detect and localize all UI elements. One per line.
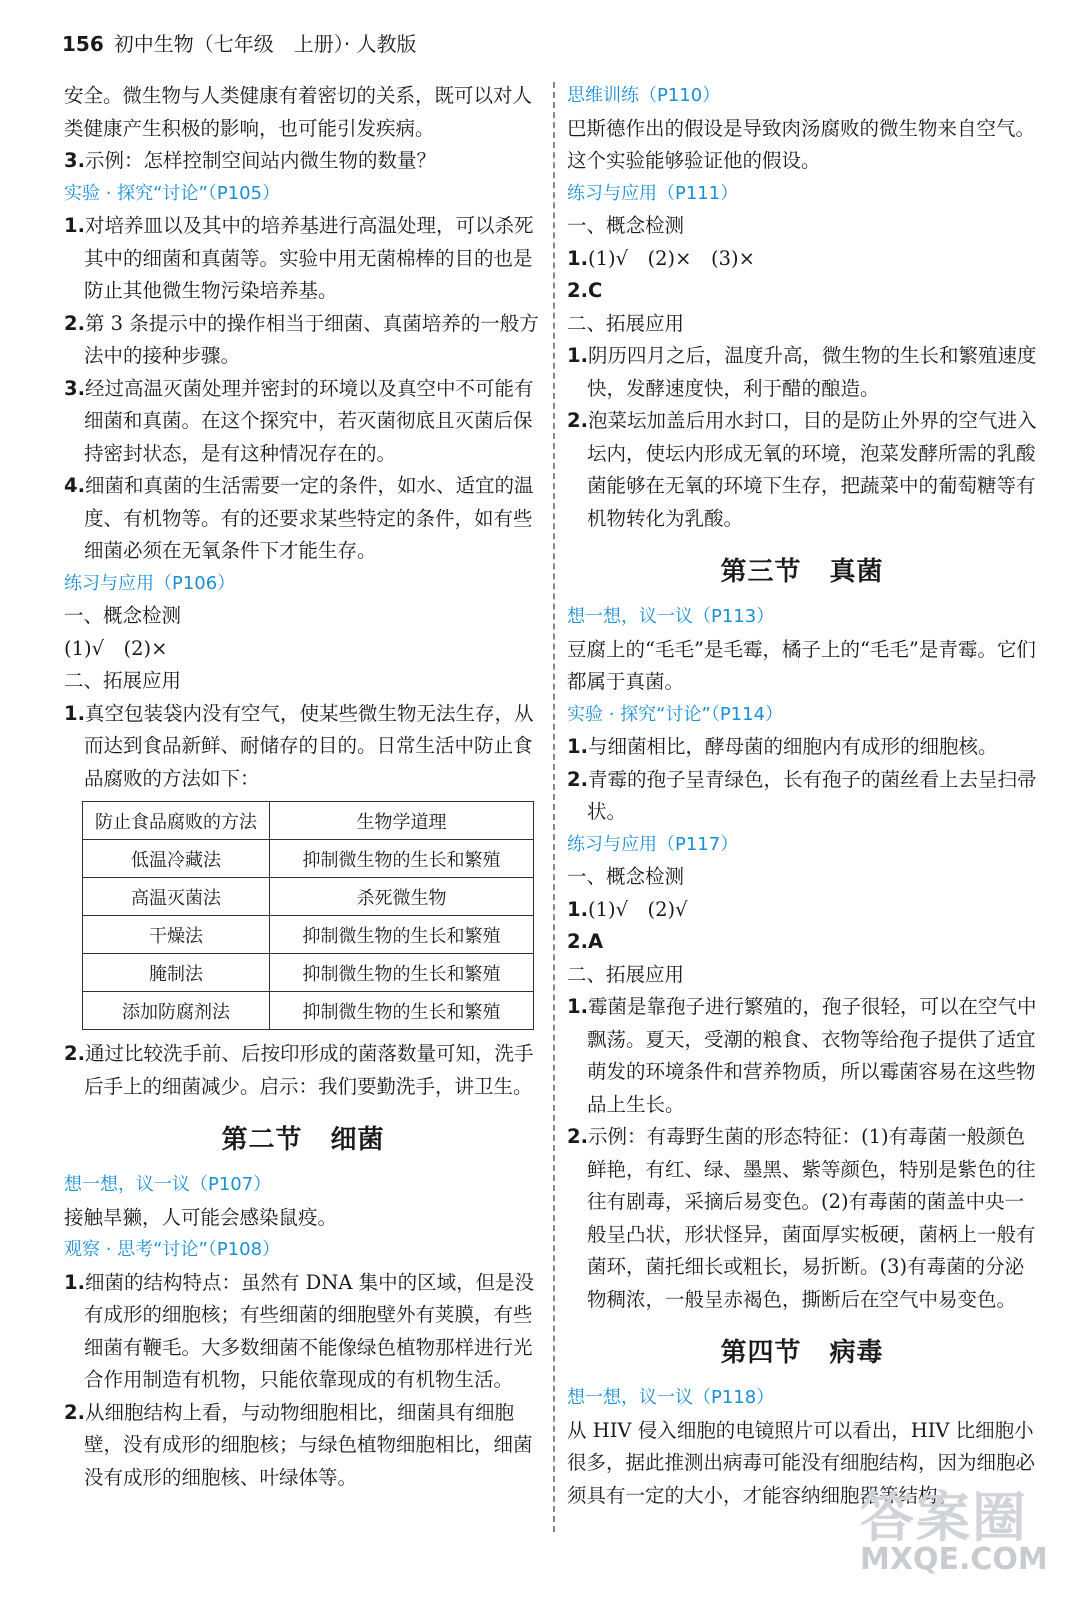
heading-discuss-p107: 想一想，议一议（P107） [64,1174,272,1195]
list-item: 1.真空包装袋内没有空气，使某些微生物无法生存，从而达到食品新鲜、耐储存的目的。日常生活中防止食品腐败的方法如下： [64,701,534,790]
list-item: 1.霉菌是靠孢子进行繁殖的，孢子很轻，可以在空气中飘荡。夏天，受潮的粮食、衣物等给孢子提供了适宜萌发的环境条件和营养物质，所以霉菌容易在这些物品上生长。 [567,995,1037,1116]
heading-experiment-p105: 实验 · 探究“讨论”（P105） [64,182,281,204]
subheading-expand: 二、拓展应用 [567,311,685,335]
column-divider [553,82,555,1532]
answer-line: (1)√ (2)× [64,636,168,660]
list-item: 1.(1)√ (2)× (3)× [567,246,755,270]
table-header-row [83,802,534,840]
table-cell: 高温灭菌法 [83,878,270,916]
heading-discuss-p113: 想一想，议一议（P113） [567,606,775,627]
table-cell: 杀死微生物 [270,878,534,916]
list-item: 2.通过比较洗手前、后按印形成的菌落数量可知，洗手后手上的细菌减少。启示：我们要勤洗手，讲卫生。 [64,1042,534,1098]
intro-paragraph: 安全。微生物与人类健康有着密切的关系，既可以对人类健康产生积极的影响，也可能引发疾病。 [64,84,533,140]
watermark-logo: 答案圈 MXQE.COM [860,1486,1048,1577]
list-item: 4.细菌和真菌的生活需要一定的条件，如水、适宜的温度、有机物等。有的还要求某些特定的条件，如有些细菌必须在无氧条件下才能生存。 [64,474,534,562]
list-item: 2.青霉的孢子呈青绿色，长有孢子的菌丝看上去呈扫帚状。 [567,767,1037,823]
right-column [567,80,1037,1512]
list-item: 2.示例：有毒野生菌的形态特征：(1)有毒菌一般颜色鲜艳，有红、绿、墨黑、紫等颜色，特别是紫色的往往有剧毒，采摘后易变色。(2)有毒菌的菌盖中央一般呈凸状，形状怪异，菌面厚实板硬，菌柄上一般有菌环，菌托细长或粗长，易折断。(3)有毒菌的分泌物稠浓，一般呈赤褐色，撕断后在空气中易变色。 [567,1125,1036,1311]
list-item: 1.对培养皿以及其中的培养基进行高温处理，可以杀死其中的细菌和真菌等。实验中用无菌棉棒的目的也是防止其他微生物污染培养基。 [64,214,534,302]
paragraph-p107: 接触旱獭，人可能会感染鼠疫。 [64,1205,338,1229]
table-cell: 抑制微生物的生长和繁殖 [270,840,534,878]
paragraph-p118: 从 HIV 侵入细胞的电镜照片可以看出，HIV 比细胞小很多，据此推测出病毒可能没有细胞结构，因为细胞必须具有一定的大小，才能容纳细胞器等结构。 [567,1418,1036,1507]
table-row [83,916,534,954]
heading-practice-p111: 练习与应用（P111） [567,182,739,204]
section-title-virus: 第四节 病毒 [720,1338,884,1368]
subheading-expand: 二、拓展应用 [567,962,685,986]
section-title-bacteria: 第二节 细菌 [221,1125,385,1155]
page-header [62,28,416,62]
table-cell: 添加防腐剂法 [83,992,270,1030]
list-item: 1.阴历四月之后，温度升高，微生物的生长和繁殖速度快，发酵速度快，利于醋的酿造。 [567,344,1037,400]
section-title-fungi: 第三节 真菌 [720,557,884,587]
table-row [83,954,534,992]
list-item: 1.细菌的结构特点：虽然有 DNA 集中的区域，但是没有成形的细胞核；有些细菌的细胞壁外有荚膜，有些细菌有鞭毛。大多数细菌不能像绿色植物那样进行光合作用制造有机物，只能依靠现成的有机物生活。 [64,1270,535,1391]
table-header-cell: 生物学道理 [270,802,534,840]
table-cell: 干燥法 [83,916,270,954]
table-cell: 抑制微生物的生长和繁殖 [270,992,534,1030]
list-item: 2.第 3 条提示中的操作相当于细菌、真菌培养的一般方法中的接种步骤。 [64,311,539,367]
list-item: 3.示例：怎样控制空间站内微生物的数量？ [64,149,436,172]
subheading-concept: 一、概念检测 [567,214,685,237]
table-cell: 低温冷藏法 [83,840,270,878]
page-number: 156 [62,32,104,56]
heading-practice-p106: 练习与应用（P106） [64,572,236,594]
heading-thinking-p110: 思维训练（P110） [567,85,721,106]
book-title: 初中生物（七年级 上册）· 人教版 [113,32,417,56]
subheading-concept: 一、概念检测 [64,604,182,627]
table-row [83,992,534,1030]
heading-discuss-p118: 想一想，议一议（P118） [567,1387,775,1408]
subheading-expand: 二、拓展应用 [64,669,182,692]
food-preservation-table [82,801,534,1030]
list-item: 2.A [567,930,604,953]
table-cell: 腌制法 [83,954,270,992]
list-item: 2.C [567,279,603,302]
table-row [83,840,534,878]
table-row [83,878,534,916]
list-item: 1.与细菌相比，酵母菌的细胞内有成形的细胞核。 [567,735,998,758]
heading-observe-p108: 观察 · 思考“讨论”（P108） [64,1239,281,1260]
table-cell: 抑制微生物的生长和繁殖 [270,916,534,954]
list-item: 1.(1)√ (2)√ [567,897,688,921]
left-column [64,80,542,1494]
list-item: 2.从细胞结构上看，与动物细胞相比，细菌具有细胞壁，没有成形的细胞核；与绿色植物细胞相比，细菌没有成形的细胞核、叶绿体等。 [64,1400,533,1489]
paragraph-p110: 巴斯德作出的假设是导致肉汤腐败的微生物来自空气。这个实验能够验证他的假设。 [567,116,1036,172]
heading-experiment-p114: 实验 · 探究“讨论”（P114） [567,703,784,725]
table-header-cell: 防止食品腐败的方法 [83,802,270,840]
subheading-concept: 一、概念检测 [567,865,685,888]
list-item: 2.泡菜坛加盖后用水封口，目的是防止外界的空气进入坛内，使坛内形成无氧的环境，泡菜发酵所需的乳酸菌能够在无氧的环境下生存，把蔬菜中的葡萄糖等有机物转化为乳酸。 [567,409,1037,530]
list-item: 3.经过高温灭菌处理并密封的环境以及真空中不可能有细菌和真菌。在这个探究中，若灭菌彻底且灭菌后保持密封状态，是有这种情况存在的。 [64,376,534,465]
paragraph-p113: 豆腐上的“毛毛”是毛霉，橘子上的“毛毛”是青霉。它们都属于真菌。 [567,637,1036,693]
table-cell: 抑制微生物的生长和繁殖 [270,954,534,992]
heading-practice-p117: 练习与应用（P117） [567,833,739,855]
